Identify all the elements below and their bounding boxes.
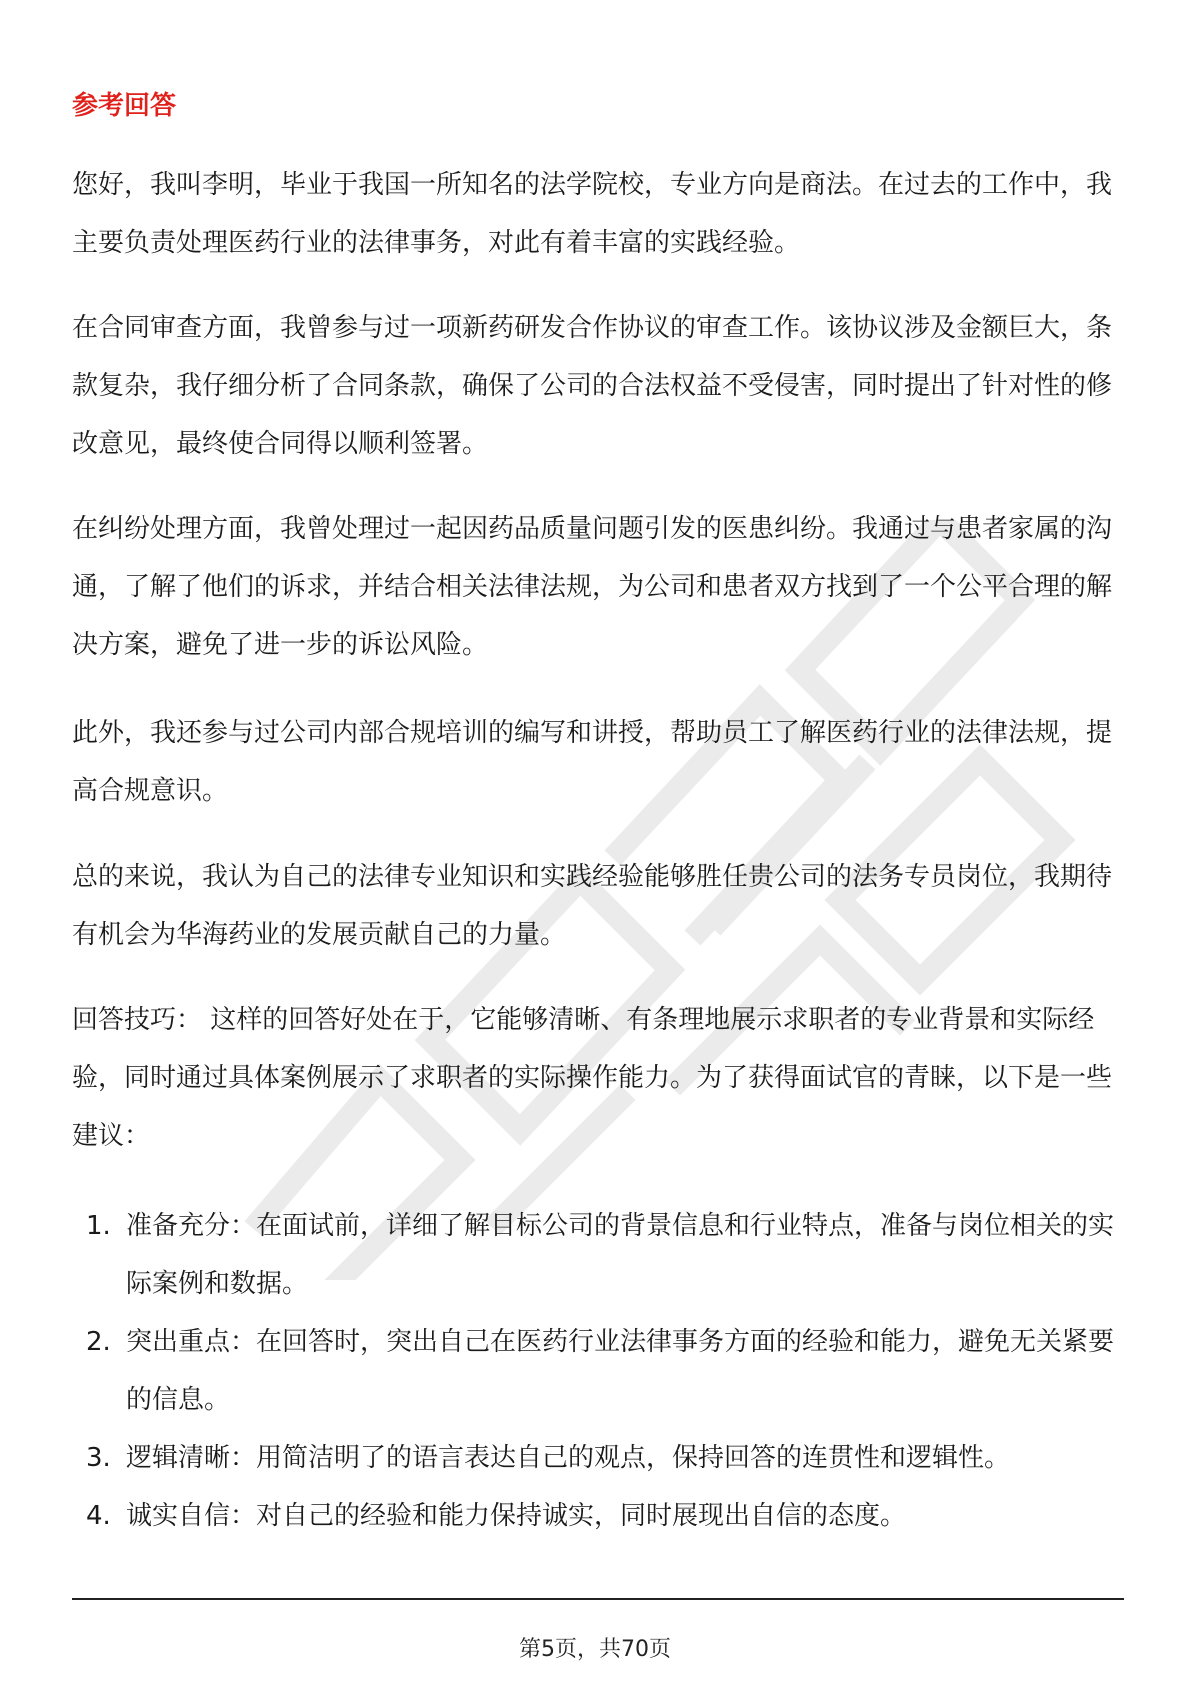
page-number: 第5页，共70页 (519, 1637, 671, 1662)
list-item-text: 突出重点：在回答时，突出自己在医药行业法律事务方面的经验和能力，避免无关紧要的信息。 (126, 1327, 1115, 1415)
paragraph-summary: 总的来说，我认为自己的法律专业知识和实践经验能够胜任贵公司的法务专员岗位，我期待有机会为华海药业的发展贡献自己的力量。 (72, 862, 1113, 950)
footer-divider (72, 1598, 1124, 1600)
paragraph-contract-review: 在合同审查方面，我曾参与过一项新药研发合作协议的审查工作。该协议涉及金额巨大，条款复杂，我仔细分析了合同条款，确保了公司的合法权益不受侵害，同时提出了针对性的修改意见，最终使合同得以顺利签署。 (72, 313, 1113, 459)
tips-list (72, 1197, 1122, 1545)
list-item-text: 准备充分：在面试前，详细了解目标公司的背景信息和行业特点，准备与岗位相关的实际案例和数据。 (126, 1211, 1115, 1299)
list-item (72, 1487, 1122, 1545)
section-heading: 参考回答 (72, 91, 177, 121)
list-item-text: 逻辑清晰：用简洁明了的语言表达自己的观点，保持回答的连贯性和逻辑性。 (126, 1443, 1011, 1473)
list-item-number: 2. (86, 1327, 111, 1357)
list-item-number: 3. (86, 1443, 111, 1473)
list-item (72, 1313, 1122, 1429)
list-item-number: 1. (86, 1211, 111, 1241)
list-item (72, 1429, 1122, 1487)
list-item-text: 诚实自信：对自己的经验和能力保持诚实，同时展现出自信的态度。 (126, 1501, 907, 1531)
paragraph-compliance: 此外，我还参与过公司内部合规培训的编写和讲授，帮助员工了解医药行业的法律法规，提高合规意识。 (72, 718, 1113, 806)
paragraph-intro: 您好，我叫李明，毕业于我国一所知名的法学院校，专业方向是商法。在过去的工作中，我主要负责处理医药行业的法律事务，对此有着丰富的实践经验。 (72, 170, 1113, 258)
paragraph-answer-tips: 回答技巧： 这样的回答好处在于，它能够清晰、有条理地展示求职者的专业背景和实际经验，同时通过具体案例展示了求职者的实际操作能力。为了获得面试官的青睐，以下是一些建议： (72, 1005, 1113, 1151)
list-item-number: 4. (86, 1501, 111, 1531)
list-item (72, 1197, 1122, 1313)
paragraph-dispute-handling: 在纠纷处理方面，我曾处理过一起因药品质量问题引发的医患纠纷。我通过与患者家属的沟通，了解了他们的诉求，并结合相关法律法规，为公司和患者双方找到了一个公平合理的解决方案，避免了进一步的诉讼风险。 (72, 514, 1113, 660)
